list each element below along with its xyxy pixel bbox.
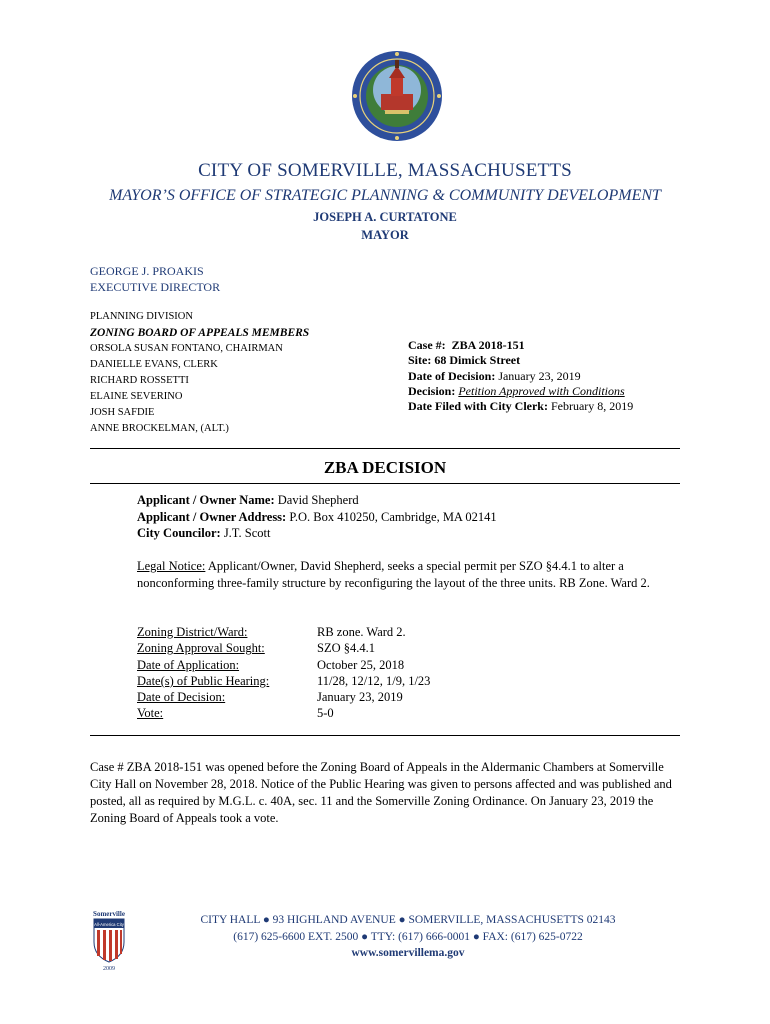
fact-value: RB zone. Ward 2. [317,625,406,639]
fact-label: Vote: [137,706,164,721]
applicant-address-row [137,509,497,526]
office-title: MAYOR’S OFFICE OF STRATEGIC PLANNING & COMMUNITY DEVELOPMENT [109,187,661,204]
date-of-decision-row [408,369,633,384]
fact-value: January 23, 2019 [317,690,403,705]
case-number-label: Case #: [408,338,446,352]
legal-notice [137,558,667,591]
date-of-decision-value: January 23, 2019 [498,368,581,383]
executive-director-title: EXECUTIVE DIRECTOR [90,280,221,294]
case-info-block [408,338,633,414]
applicant-address-value: P.O. Box 410250, Cambridge, MA 02141 [289,509,497,524]
member-item: RICHARD ROSSETTI [90,375,189,386]
date-filed-value: February 8, 2019 [550,399,634,414]
footer-phones: (617) 625-6600 EXT. 2500 ● TTY: (617) 666-0001 ● FAX: (617) 625-0722 [233,931,583,943]
fact-value: 5-0 [317,706,334,721]
planning-division: PLANNING DIVISION [90,311,193,322]
case-number-row [408,338,633,353]
fact-label: Date(s) of Public Hearing: [137,673,270,688]
decision-label: Decision: [408,383,456,398]
member-item: ORSOLA SUSAN FONTANO, CHAIRMAN [90,343,283,354]
divider-bottom [90,735,680,736]
mayor-title: MAYOR [361,228,409,242]
applicant-name-label: Applicant / Owner Name: [137,493,275,507]
fact-label: Zoning Approval Sought: [137,641,265,656]
site-row [408,353,633,368]
fact-label: Date of Application: [137,657,240,672]
date-of-decision-label: Date of Decision: [408,368,496,383]
applicant-name-value: David Shepherd [277,493,359,507]
date-filed-row [408,399,633,414]
city-councilor-value: J.T. Scott [223,526,271,540]
footer-website[interactable]: www.somervillema.gov [351,947,465,959]
award-year: 2009 [103,966,115,972]
member-item: ANNE BROCKELMAN, (ALT.) [90,423,229,434]
decision-row [408,384,633,399]
city-seal-logo [351,50,443,142]
facts-values [317,624,430,722]
fact-value: 11/28, 12/12, 1/9, 1/23 [317,673,431,688]
divider-top [90,448,680,449]
fact-value: October 25, 2018 [317,657,405,672]
applicant-name-row [137,492,497,509]
board-members-block [90,309,309,437]
member-item: DANIELLE EVANS, CLERK [90,359,218,370]
case-number-value: ZBA 2018-151 [451,338,525,352]
fact-label: Zoning District/Ward: [137,625,248,639]
applicant-address-label: Applicant / Owner Address: [137,509,287,524]
site-value: 68 Dimick Street [434,353,521,368]
legal-notice-label: Legal Notice: [137,559,206,573]
executive-director-name: GEORGE J. PROAKIS [90,264,204,278]
fact-value: SZO §4.4.1 [317,641,375,656]
city-title: CITY OF SOMERVILLE, MASSACHUSETTS [198,160,572,181]
award-banner-text: All-America City [94,922,124,927]
footer-address: CITY HALL ● 93 HIGHLAND AVENUE ● SOMERVILLE, MASSACHUSETTS 02143 [200,914,616,926]
mayor-name: JOSEPH A. CURTATONE [313,210,457,224]
hearing-paragraph: Case # ZBA 2018-151 was opened before the Zoning Board of Appeals in the Aldermanic Chambers at Somerville City Hall on November 28, 2018. Notice of the Public Hearing was given to persons affected and was published and posted, all as required by M.G.L. c. 40A, sec. 11 and the Somerville Zoning Ordinance. On January 23, 2019 the Zoning Board of Appeals took a vote. [90,760,672,825]
legal-notice-text: Applicant/Owner, David Shepherd, seeks a special permit per SZO §4.4.1 to alter a nonconforming three-family structure by reconfiguring the layout of the three units. RB Zone. Ward 2. [137,559,650,590]
award-top-text: Somerville [93,910,125,918]
site-label: Site: [408,353,432,368]
applicant-block [137,492,497,542]
city-councilor-label: City Councilor: [137,526,221,540]
executive-director-block [90,263,220,295]
fact-label: Date of Decision: [137,690,226,705]
decision-value: Petition Approved with Conditions [458,383,625,398]
member-item: ELAINE SEVERINO [90,391,183,402]
divider-title [90,483,680,484]
facts-labels [137,624,269,722]
city-councilor-row [137,525,497,542]
all-america-city-logo [86,908,132,972]
member-item: JOSH SAFDIE [90,407,155,418]
zba-decision-title: ZBA DECISION [323,458,447,477]
date-filed-label: Date Filed with City Clerk: [408,399,548,414]
members-heading: ZONING BOARD OF APPEALS MEMBERS [90,327,310,339]
